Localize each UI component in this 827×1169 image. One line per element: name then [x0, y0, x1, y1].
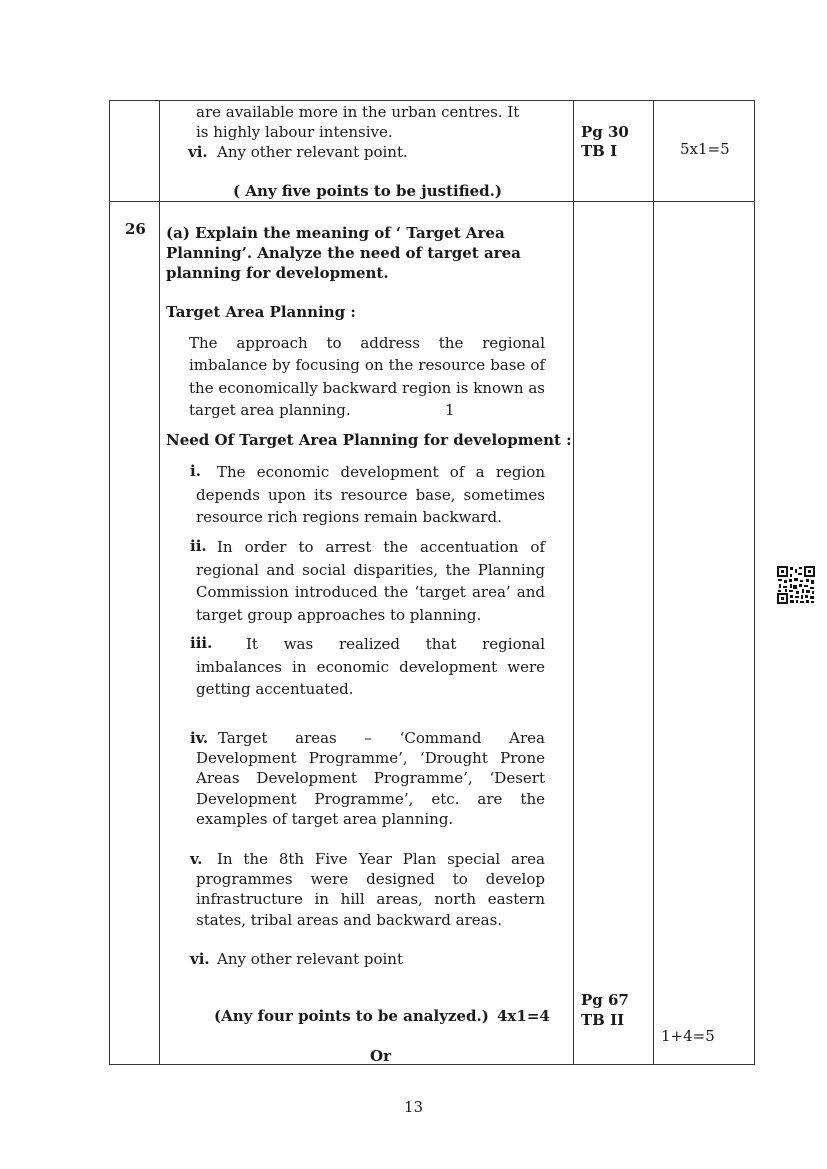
reference-book: TB II — [581, 1011, 625, 1029]
marks: 1+4=5 — [661, 1027, 715, 1045]
point-marker: i. — [190, 462, 201, 480]
point-marker: iii. — [190, 634, 213, 652]
answer-text: is highly labour intensive. — [196, 123, 393, 141]
or-label: Or — [370, 1047, 391, 1065]
point-marker: ii. — [190, 537, 207, 555]
question-number: 26 — [125, 220, 146, 238]
point-text: In order to arrest the accentuation of regional and social disparities, the Planning Commission introduced the ‘target area’ and target group approaches to planning. — [196, 538, 545, 624]
point-text: The economic development of a region depends upon its resource base, sometimes resource rich regions remain backward. — [196, 463, 545, 526]
section-heading: Need Of Target Area Planning for development : — [166, 431, 572, 449]
instruction-note: (Any four points to be analyzed.) — [214, 1007, 489, 1025]
point-text: Any other relevant point — [217, 950, 403, 968]
question-text: planning for development. — [166, 264, 389, 282]
point-marker: vi. — [188, 143, 208, 161]
reference-page: Pg 30 — [581, 123, 629, 141]
point-marker: vi. — [190, 950, 210, 968]
point-marker: iv. — [190, 729, 209, 747]
page-number: 13 — [403, 1098, 424, 1116]
column-border — [109, 100, 110, 1065]
question-text: Planning’. Analyze the need of target area — [166, 244, 521, 262]
point-text: Target areas – ‘Command Area Development Programme’, ‘Drought Prone Areas Development Programme’, ‘Desert Development Programme’, etc. are the examples of target area planning. — [196, 729, 545, 828]
row-divider — [109, 201, 755, 202]
point-marker: v. — [190, 850, 203, 868]
answer-text: Any other relevant point. — [217, 143, 408, 161]
section-heading: Target Area Planning : — [166, 303, 356, 321]
table-top-border — [109, 100, 755, 101]
marks: 5x1=5 — [680, 140, 730, 158]
definition-text: The approach to address the regional imbalance by focusing on the resource base of the economically backward region is known as target area planning. — [189, 334, 545, 419]
column-border — [754, 100, 755, 1065]
reference-book: TB I — [581, 142, 618, 160]
column-border — [573, 100, 574, 1065]
reference-page: Pg 67 — [581, 991, 629, 1009]
note-marks: 4x1=4 — [497, 1007, 550, 1025]
point-text: In the 8th Five Year Plan special area programmes were designed to develop infrastructure in hill areas, north eastern states, tribal areas and backward areas. — [196, 850, 545, 929]
question-text: (a) Explain the meaning of ‘ Target Area — [166, 224, 505, 242]
qr-code-icon — [776, 565, 816, 605]
instruction-note: ( Any five points to be justified.) — [233, 182, 502, 200]
column-border — [653, 100, 654, 1065]
point-text: It was realized that regional imbalances in economic development were getting accentuated. — [196, 635, 545, 698]
table-bottom-border — [109, 1064, 755, 1065]
column-border — [159, 100, 160, 1065]
answer-text: are available more in the urban centres. It — [196, 103, 520, 121]
definition-mark: 1 — [445, 401, 455, 419]
